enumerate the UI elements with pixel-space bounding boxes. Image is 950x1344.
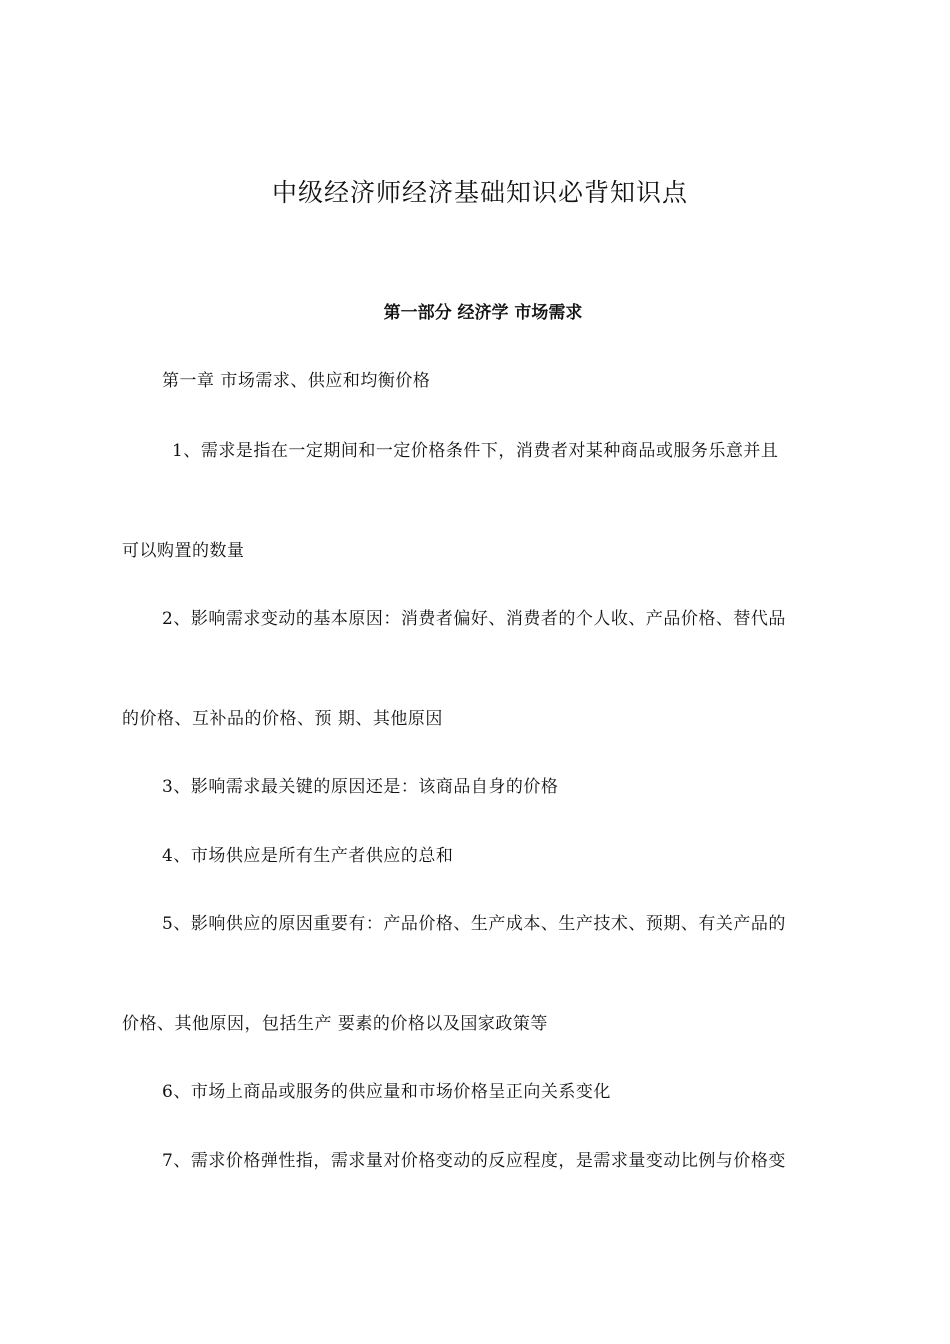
paragraph-1-line-2: 可以购置的数量 (122, 541, 245, 561)
paragraph-5-line-2: 价格、其他原因，包括生产 要素的价格以及国家政策等 (122, 1014, 548, 1034)
section-heading: 第一部分 经济学 市场需求 (383, 303, 583, 323)
paragraph-6-line-1: 6、市场上商品或服务的供应量和市场价格呈正向关系变化 (162, 1082, 611, 1102)
paragraph-4-line-1: 4、市场供应是所有生产者供应的总和 (162, 846, 454, 866)
document-title: 中级经济师经济基础知识必背知识点 (271, 178, 688, 207)
paragraph-3-line-1: 3、影响需求最关键的原因还是：该商品自身的价格 (162, 777, 559, 797)
chapter-heading: 第一章 市场需求、供应和均衡价格 (162, 371, 431, 391)
paragraph-2-line-2: 的价格、互补品的价格、预 期、其他原因 (122, 709, 443, 729)
paragraph-7-line-1: 7、需求价格弹性指，需求量对价格变动的反应程度，是需求量变动比例与价格变 (162, 1151, 786, 1171)
paragraph-1-line-1: 1、需求是指在一定期间和一定价格条件下，消费者对某种商品或服务乐意并且 (172, 441, 779, 461)
paragraph-5-line-1: 5、影响供应的原因重要有：产品价格、生产成本、生产技术、预期、有关产品的 (162, 914, 786, 934)
paragraph-2-line-1: 2、影响需求变动的基本原因：消费者偏好、消费者的个人收、产品价格、替代品 (162, 609, 786, 629)
